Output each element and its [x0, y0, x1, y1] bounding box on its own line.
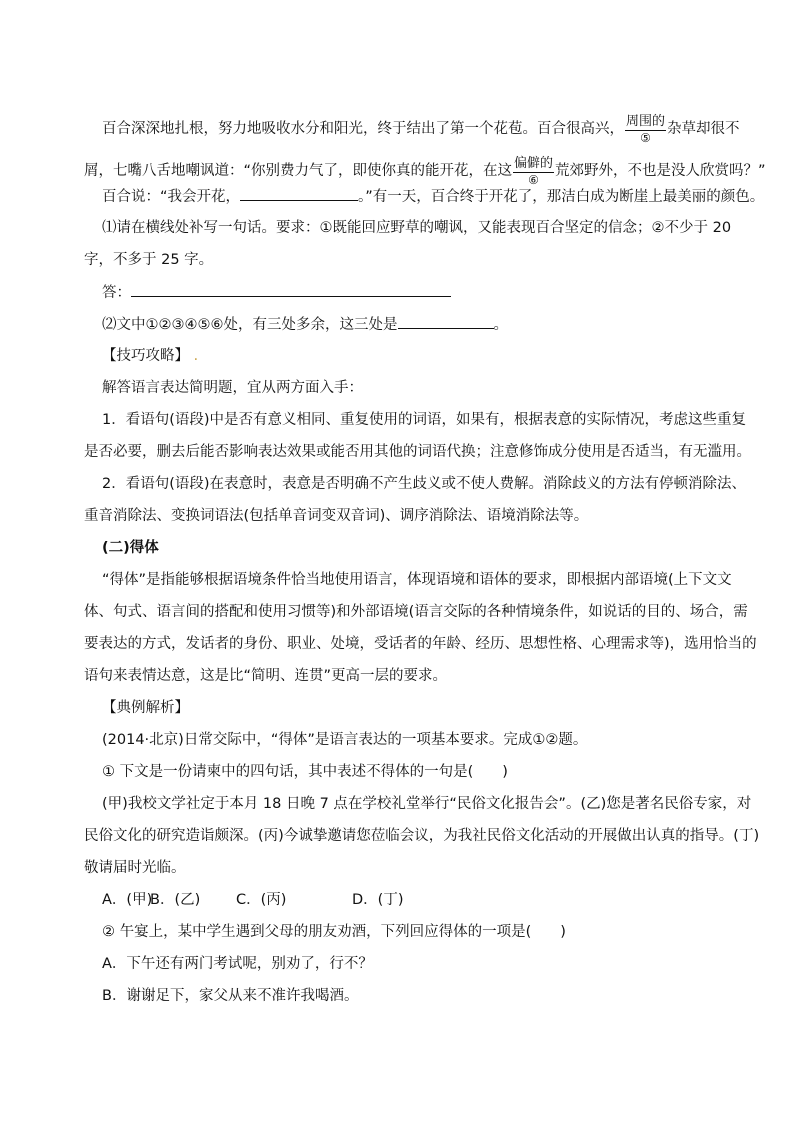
question-2-text: ⑵文中①②③④⑤⑥处，有三处多余，这三处是 — [102, 317, 398, 333]
tips-item-1-line-2: 是否必要，删去后能否影响表达效果或能否用其他的词语代换；注意修饰成分使用是否适当，有无滥用。 — [84, 444, 751, 460]
section-2-heading: (二)得体 — [102, 540, 159, 556]
story-text: 荒郊野外，不也是没人欣赏吗？” — [555, 163, 766, 179]
answer-blank[interactable] — [131, 282, 451, 297]
example-q1-text-line-2: 民俗文化的研究造诣颇深。(丙)今诚挚邀请您莅临会议，为我社民俗文化活动的开展做出认真的指导。(丁) — [84, 828, 760, 844]
example-q2-option-b[interactable]: B．谢谢足下，家父从来不准许我喝酒。 — [102, 988, 359, 1004]
story-text: 百合说：“我会开花， — [102, 189, 241, 205]
annotation-5 — [625, 114, 666, 145]
annotated-word: 偏僻的 — [514, 156, 554, 171]
story-text: 。”有一天，百合终于开花了，那洁白成为断崖上最美丽的颜色。 — [358, 189, 765, 205]
section-2-para-line-1: “得体”是指能够根据语境条件恰当地使用语言，体现语境和语体的要求，即根据内部语境(上下文文 — [102, 572, 732, 588]
answer-label: 答： — [102, 285, 131, 301]
annotation-6 — [513, 156, 554, 187]
tips-heading: 【技巧攻略】 — [102, 348, 189, 364]
tips-item-2-line-1: 2．看语句(语段)在表意时，表意是否明确不产生歧义或不使人费解。消除歧义的方法有停顿消除法、 — [102, 476, 747, 492]
example-q1-text-line-1: (甲)我校文学社定于本月 18 日晚 7 点在学校礼堂举行“民俗文化报告会”。(乙)您是著名民俗专家，对 — [102, 796, 752, 812]
question-2 — [102, 314, 508, 335]
question-1-line-2: 字，不多于 25 字。 — [84, 252, 214, 268]
story-line-1 — [102, 108, 740, 145]
annotated-word: 周围的 — [626, 114, 666, 129]
example-q2-option-a[interactable]: A．下午还有两门考试呢，别劝了，行不？ — [102, 956, 373, 972]
section-2-para-line-2: 体、句式、语言间的搭配和使用习惯等)和外部语境(语言交际的各种情境条件，如说话的目的、场合，需 — [84, 604, 748, 620]
tips-item-2-line-2: 重音消除法、变换词语法(包括单音词变双音词)、调序消除法、语境消除法等。 — [84, 508, 589, 524]
tips-heading-line — [102, 346, 198, 366]
example-question-2: ② 午宴上，某中学生遇到父母的朋友劝酒，下列回应得体的一项是( ) — [102, 924, 566, 940]
option-d[interactable]: D．(丁) — [352, 892, 404, 908]
story-text: 屑，七嘴八舌地嘲讽道：“你别费力气了，即使你真的能开花，在这 — [84, 163, 513, 179]
question-1-line-1: ⑴请在横线处补写一句话。要求：①既能回应野草的嘲讽，又能表现百合坚定的信念；②不少于 20 — [102, 220, 732, 236]
option-c[interactable]: C．(丙) — [236, 892, 287, 908]
story-line-3 — [102, 186, 764, 207]
answer-line — [102, 282, 451, 303]
section-2-para-line-4: 语句来表情达意，这是比“简明、连贯”更高一层的要求。 — [84, 668, 448, 684]
option-b[interactable]: B．(乙) — [150, 892, 201, 908]
stray-mark: . — [193, 348, 199, 364]
story-line-2 — [84, 150, 766, 187]
annotation-number: ⑥ — [528, 173, 539, 187]
story-text: 百合深深地扎根，努力地吸收水分和阳光，终于结出了第一个花苞。百合很高兴， — [102, 121, 624, 137]
story-text: 杂草却很不 — [667, 121, 740, 137]
example-intro: (2014·北京)日常交际中，“得体”是语言表达的一项基本要求。完成①②题。 — [102, 732, 588, 748]
tips-item-1-line-1: 1．看语句(语段)中是否有意义相同、重复使用的词语，如果有，根据表意的实际情况，考虑这些重复 — [102, 412, 747, 428]
annotation-number: ⑤ — [640, 131, 651, 145]
tips-intro: 解答语言表达简明题，宜从两方面入手： — [102, 380, 363, 396]
example-question-1: ① 下文是一份请柬中的四句话，其中表述不得体的一句是( ) — [102, 764, 508, 780]
example-heading: 【典例解析】 — [102, 700, 189, 716]
option-a[interactable]: A．(甲) — [102, 892, 153, 908]
fill-blank[interactable] — [240, 186, 358, 201]
question-2-end: 。 — [493, 317, 508, 333]
example-q1-text-line-3: 敬请届时光临。 — [84, 860, 186, 876]
question-2-blank[interactable] — [398, 314, 494, 329]
section-2-para-line-3: 要表达的方式，发话者的身份、职业、处境，受话者的年龄、经历、思想性格、心理需求等)，选用恰当的 — [84, 636, 757, 652]
